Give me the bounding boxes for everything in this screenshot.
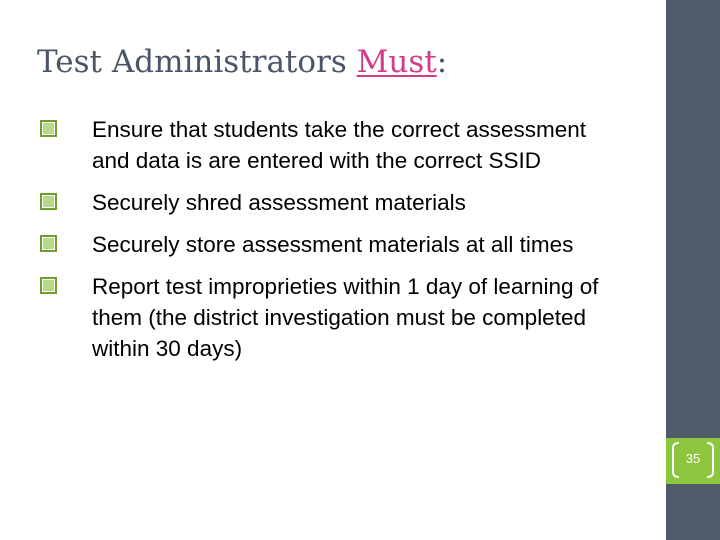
slide-title [37, 44, 447, 80]
bullet-item [40, 187, 620, 218]
bullet-text: Ensure that students take the correct assessment and data is are entered with the correct SSID [92, 117, 587, 173]
bullet-list [40, 114, 620, 375]
bullet-item [40, 114, 620, 176]
page-number: 35 [685, 451, 701, 466]
title-prefix: Test Administrators [37, 44, 357, 80]
bullet-item [40, 229, 620, 260]
bullet-text: Report test improprieties within 1 day of learning of them (the district investigation must be completed within 30 days) [92, 274, 599, 361]
title-emphasis: Must [356, 44, 437, 80]
checkbox-icon [40, 235, 57, 252]
checkbox-icon [40, 120, 57, 137]
title-suffix: : [436, 44, 448, 80]
checkbox-icon [40, 277, 57, 294]
bullet-text: Securely shred assessment materials [92, 190, 466, 215]
page-number-badge [666, 438, 720, 484]
checkbox-icon [40, 193, 57, 210]
bullet-text: Securely store assessment materials at all times [92, 232, 574, 257]
bullet-item [40, 271, 620, 364]
